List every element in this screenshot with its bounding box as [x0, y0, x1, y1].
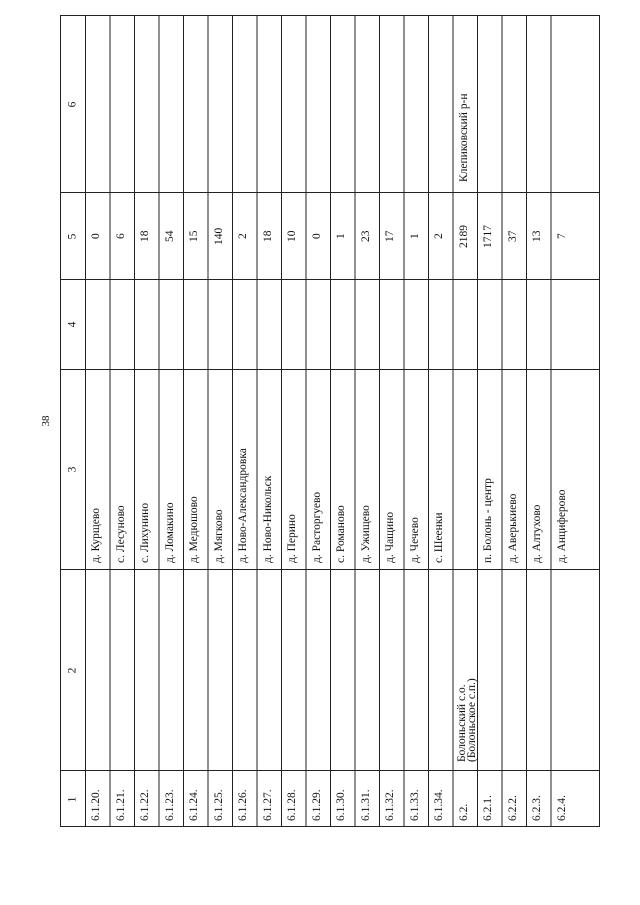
data-table — [60, 15, 600, 827]
row-number: 6.1.27. — [261, 789, 274, 821]
locality-name: д. Ново-Александровка — [237, 448, 250, 563]
header-cell: 3 — [66, 466, 78, 473]
locality-name: с. Романово — [335, 505, 348, 563]
row-number: 6.2. — [457, 803, 470, 821]
locality-name: с. Лихунино — [139, 502, 152, 563]
row-number: 6.1.26. — [237, 789, 250, 821]
row-number: 6.1.30. — [335, 789, 348, 821]
locality-name: д. Медюшово — [188, 496, 201, 563]
row-number: 6.2.1. — [482, 795, 495, 821]
population-value: 1717 — [482, 225, 495, 249]
population-value: 13 — [531, 230, 544, 242]
locality-name: д. Чечево — [408, 517, 421, 563]
locality-name: п. Болонь - центр — [482, 478, 495, 563]
row-number: 6.1.25. — [212, 789, 225, 821]
locality-name: д. Анциферово — [555, 489, 568, 563]
row-number: 6.1.29. — [310, 789, 323, 821]
population-value: 0 — [90, 232, 103, 239]
locality-name: д. Курщево — [90, 508, 103, 563]
row-number: 6.1.21. — [114, 789, 127, 821]
population-value: 10 — [286, 230, 299, 242]
population-value: 54 — [163, 230, 176, 242]
table-grid — [60, 15, 600, 827]
header-cell: 6 — [66, 101, 78, 107]
locality-name: д. Перино — [286, 514, 299, 563]
settlement-subname: (Болоньское с.п.) — [465, 678, 478, 762]
row-number: 6.1.31. — [359, 789, 372, 821]
population-value: 2 — [237, 232, 250, 239]
row-number: 6.1.33. — [408, 789, 421, 821]
population-value: 15 — [188, 230, 201, 242]
locality-name: д. Ломакино — [163, 502, 176, 563]
population-value: 17 — [384, 230, 397, 242]
locality-name: с. Шеенки — [433, 512, 446, 563]
row-number: 6.2.4. — [555, 795, 568, 821]
row-number: 6.1.24. — [188, 789, 201, 821]
locality-name: д. Аверькиево — [506, 493, 519, 563]
locality-name: д. Чащино — [384, 511, 397, 563]
locality-name: д. Алтухово — [531, 504, 544, 563]
locality-name: с. Лесуново — [114, 505, 127, 563]
row-number: 6.2.2. — [506, 795, 519, 821]
page-number: 38 — [40, 415, 52, 427]
row-number: 6.1.22. — [139, 789, 152, 821]
locality-name: д. Мягково — [212, 509, 225, 563]
row-number: 6.1.32. — [384, 789, 397, 821]
settlement-name: Болоньский с.о. — [455, 684, 468, 762]
header-cell: 2 — [66, 667, 78, 673]
district-name: Клепиковский р-н — [457, 93, 470, 182]
population-value: 18 — [139, 230, 152, 242]
row-number: 6.1.34. — [433, 789, 446, 821]
population-value: 140 — [212, 227, 225, 246]
population-value: 1 — [335, 232, 348, 239]
population-value: 2 — [433, 232, 446, 239]
locality-name: д. Расторгуево — [310, 491, 323, 563]
population-value: 37 — [506, 230, 519, 242]
row-number: 6.1.28. — [286, 789, 299, 821]
row-number: 6.1.20. — [90, 789, 103, 821]
locality-name: д. Ново-Никольск — [261, 475, 274, 563]
locality-name: д. Ужищево — [359, 505, 372, 563]
header-cell: 5 — [66, 233, 78, 239]
population-value: 0 — [310, 232, 323, 239]
population-value: 1 — [408, 232, 421, 239]
population-value: 6 — [114, 232, 127, 239]
header-cell: 1 — [66, 796, 78, 802]
header-cell: 4 — [66, 321, 78, 328]
row-number: 6.1.23. — [163, 789, 176, 821]
population-value: 7 — [555, 232, 568, 239]
population-value: 2189 — [457, 225, 470, 249]
population-value: 18 — [261, 230, 274, 242]
row-number: 6.2.3. — [531, 795, 544, 821]
population-value: 23 — [359, 230, 372, 242]
